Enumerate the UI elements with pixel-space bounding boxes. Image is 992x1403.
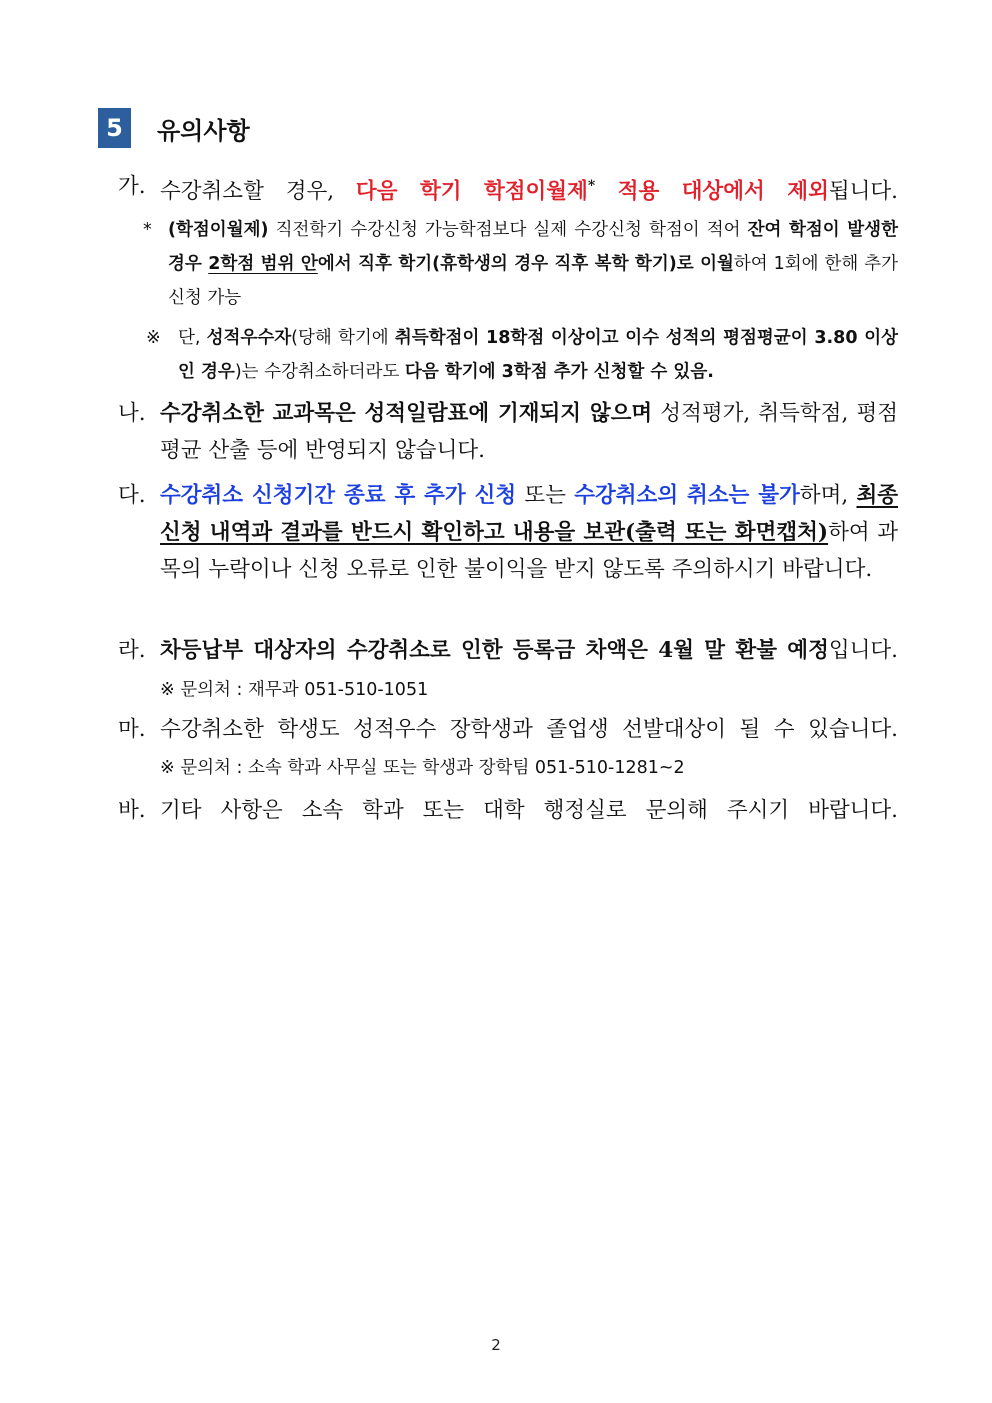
credit-carryover-note: * (학점이월제) 직전학기 수강신청 가능학점보다 실제 수강신청 학점이 적어 잔여 학점이 발생한 경우 2학점 범위 안에서 직후 학기(휴학생의 경우 직후 복학 학기)로 이월하여 1회에 한해 추가 신청 가능 [143,213,898,315]
item-marker: 라. [118,638,146,663]
item-text: 기타 사항은 소속 학과 또는 대학 행정실로 문의해 주시기 바랍니다. [160,798,898,823]
item-text: 수강취소한 교과목은 성적일람표에 기재되지 않으며 성적평가, 취득학점, 평점평균 산출 등에 반영되지 않습니다. [160,401,898,463]
contact-finance: ※ 문의처 : 재무과 051-510-1051 [160,680,429,700]
honor-student-note: ※ 단, 성적우수자(당해 학기에 취득학점이 18학점 이상이고 이수 성적의 평점평균이 3.80 이상인 경우)는 수강취소하더라도 다음 학기에 3학점 추가 신청할 수 있음. [146,321,898,389]
notice-item-ba [118,792,898,829]
notice-item-ra [118,632,898,669]
item-marker: 바. [118,798,146,823]
item-text: 수강취소할 경우, 다음 학기 학점이월제* 적용 대상에서 제외됩니다. [160,178,898,205]
notice-item-na [118,395,898,469]
section-header [98,108,250,148]
contact-scholarship: ※ 문의처 : 소속 학과 사무실 또는 학생과 장학팀 051-510-1281~2 [160,758,685,778]
item-text: 수강취소한 학생도 성적우수 장학생과 졸업생 선발대상이 될 수 있습니다. [160,717,898,742]
reference-mark: ※ [146,328,161,348]
section-number-badge: 5 [98,108,131,148]
item-text: 수강취소 신청기간 종료 후 추가 신청 또는 수강취소의 취소는 불가하며, 최종 신청 내역과 결과를 반드시 확인하고 내용을 보관(출력 또는 화면캡처)하여 과목의 누락이나 신청 오류로 인한 불이익을 받지 않도록 주의하시기 바랍니다. [160,483,898,582]
item-marker: 마. [118,717,146,742]
item-text: 차등납부 대상자의 수강취소로 인한 등록금 차액은 4월 말 환불 예정입니다. [160,638,898,663]
notice-item-ma [118,711,898,748]
section-title: 유의사항 [157,116,250,145]
asterisk-mark: * [143,220,152,240]
notice-item-ga [118,168,898,210]
item-marker: 가. [118,174,146,199]
page-number: 2 [491,1336,501,1354]
notice-item-da [118,477,898,588]
item-marker: 다. [118,483,146,508]
item-marker: 나. [118,401,146,426]
